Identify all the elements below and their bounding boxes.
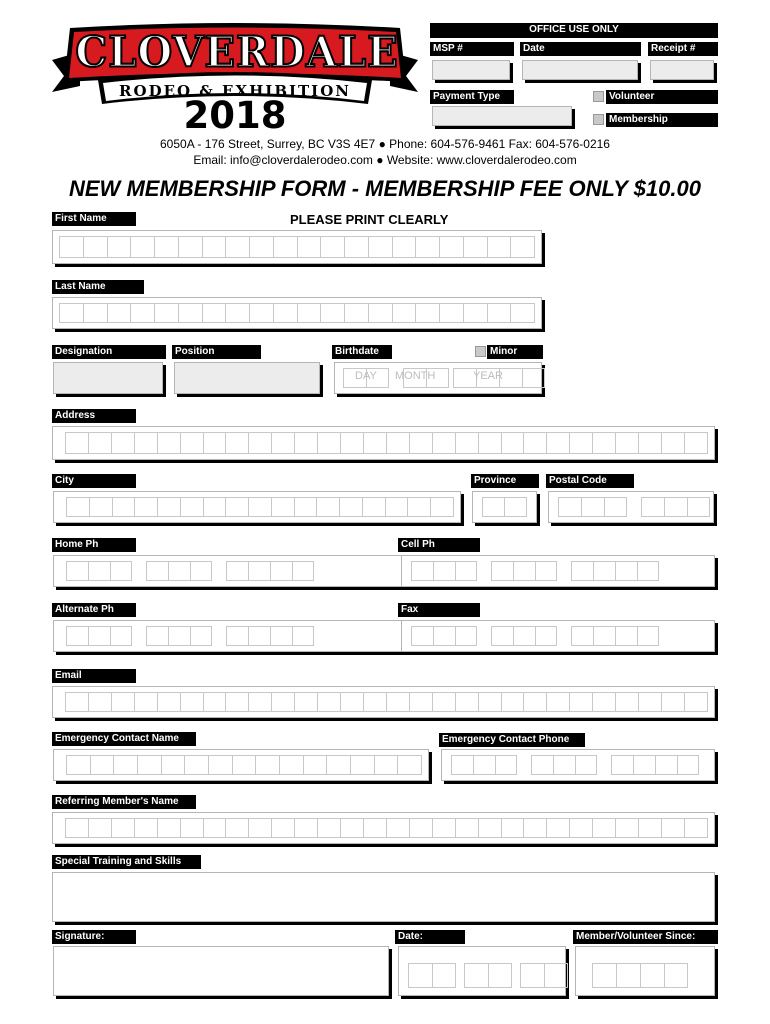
- char-box: [487, 303, 511, 323]
- payment-type-label: Payment Type: [430, 90, 514, 104]
- char-box: [523, 692, 546, 712]
- char-box: [178, 236, 202, 258]
- char-box: [112, 497, 135, 517]
- char-box: [510, 236, 535, 258]
- char-box: [546, 432, 569, 454]
- char-box: [482, 497, 504, 517]
- char-box: [248, 497, 271, 517]
- char-box: [439, 236, 463, 258]
- char-box: [203, 818, 226, 838]
- char-box: [225, 303, 249, 323]
- char-box: [575, 755, 597, 775]
- char-box: [83, 236, 107, 258]
- char-box: [225, 692, 248, 712]
- char-box: [89, 497, 112, 517]
- char-box: [178, 303, 202, 323]
- month-placeholder: MONTH: [395, 370, 436, 382]
- char-box: [392, 303, 416, 323]
- char-box: [303, 755, 327, 775]
- char-box: [225, 818, 248, 838]
- char-box: [339, 497, 362, 517]
- char-box: [487, 236, 511, 258]
- char-box: [661, 818, 684, 838]
- position-label: Position: [172, 345, 261, 359]
- char-box: [190, 561, 212, 581]
- volunteer-checkbox[interactable]: [593, 91, 604, 102]
- char-box: [248, 561, 270, 581]
- char-box: [510, 303, 535, 323]
- msp-input[interactable]: [432, 60, 510, 80]
- char-box: [344, 236, 368, 258]
- fax-label: Fax: [398, 603, 480, 617]
- address-input[interactable]: [52, 426, 715, 460]
- char-box: [397, 755, 422, 775]
- char-box: [546, 692, 569, 712]
- char-box: [320, 236, 344, 258]
- char-box: [157, 432, 180, 454]
- char-box: [111, 432, 134, 454]
- char-box: [463, 236, 487, 258]
- char-box: [130, 236, 154, 258]
- char-box: [593, 561, 615, 581]
- char-box: [411, 626, 433, 646]
- year-placeholder: YEAR: [473, 370, 503, 382]
- char-box: [430, 497, 454, 517]
- char-box: [297, 303, 321, 323]
- char-box: [320, 303, 344, 323]
- char-box: [66, 561, 88, 581]
- char-box: [569, 692, 592, 712]
- char-box: [409, 692, 432, 712]
- char-box: [386, 692, 409, 712]
- date-office-input[interactable]: [522, 60, 638, 80]
- email-label: Email: [52, 669, 136, 683]
- char-box: [455, 626, 477, 646]
- char-box: [478, 432, 501, 454]
- char-box: [569, 432, 592, 454]
- char-box: [415, 236, 439, 258]
- char-box: [501, 692, 524, 712]
- emergency-phone-label: Emergency Contact Phone: [439, 733, 585, 747]
- char-box: [531, 755, 553, 775]
- volunteer-label: Volunteer: [606, 90, 718, 104]
- alternate-phone-input[interactable]: [53, 620, 425, 652]
- char-box: [88, 432, 111, 454]
- city-input[interactable]: [53, 491, 461, 523]
- char-box: [415, 303, 439, 323]
- char-box: [226, 626, 248, 646]
- char-box: [535, 561, 557, 581]
- designation-input[interactable]: [53, 362, 163, 394]
- char-box: [225, 497, 248, 517]
- char-box: [279, 755, 303, 775]
- date-input[interactable]: [398, 946, 566, 996]
- logo-subtitle: RODEO & EXHIBITION: [119, 82, 351, 100]
- char-box: [107, 303, 131, 323]
- birthdate-label: Birthdate: [332, 345, 392, 359]
- char-box: [661, 692, 684, 712]
- char-box: [455, 561, 477, 581]
- char-box: [88, 818, 111, 838]
- char-box: [146, 626, 168, 646]
- char-box: [180, 818, 203, 838]
- char-box: [491, 561, 513, 581]
- char-box: [615, 432, 638, 454]
- first-name-label: First Name: [52, 212, 136, 226]
- char-box: [684, 818, 708, 838]
- address-label: Address: [52, 409, 136, 423]
- form-title: NEW MEMBERSHIP FORM - MEMBERSHIP FEE ONLY $10.00: [69, 176, 701, 201]
- char-box: [439, 303, 463, 323]
- char-box: [225, 236, 249, 258]
- char-box: [368, 236, 392, 258]
- char-box: [374, 755, 398, 775]
- char-box: [292, 626, 314, 646]
- char-box: [409, 818, 432, 838]
- char-box: [592, 692, 615, 712]
- cell-phone-label: Cell Ph: [398, 538, 480, 552]
- char-box: [107, 236, 131, 258]
- char-box: [271, 497, 294, 517]
- designation-label: Designation: [52, 345, 166, 359]
- minor-label: Minor: [487, 345, 543, 359]
- char-box: [294, 692, 317, 712]
- char-box: [433, 561, 455, 581]
- char-box: [157, 818, 180, 838]
- char-box: [168, 561, 190, 581]
- char-box: [611, 755, 633, 775]
- char-box: [270, 561, 292, 581]
- char-box: [455, 432, 478, 454]
- char-box: [134, 497, 157, 517]
- char-box: [249, 236, 273, 258]
- char-box: [455, 818, 478, 838]
- char-box: [411, 561, 433, 581]
- contact-email-line: Email: info@cloverdalerodeo.com ● Website: www.cloverdalerodeo.com: [193, 153, 577, 167]
- char-box: [65, 818, 88, 838]
- char-box: [66, 497, 89, 517]
- char-box: [146, 561, 168, 581]
- char-box: [317, 818, 340, 838]
- payment-type-input[interactable]: [432, 106, 572, 126]
- char-box: [157, 692, 180, 712]
- receipt-input[interactable]: [650, 60, 714, 80]
- char-box: [203, 692, 226, 712]
- postal-code-input[interactable]: [548, 491, 714, 523]
- logo-wordmark: CLOVERDALE: [75, 27, 399, 78]
- char-box: [113, 755, 137, 775]
- char-box: [386, 432, 409, 454]
- char-box: [638, 432, 661, 454]
- char-box: [362, 497, 385, 517]
- char-box: [271, 818, 294, 838]
- char-box: [571, 561, 593, 581]
- char-box: [88, 626, 110, 646]
- char-box: [208, 755, 232, 775]
- char-box: [455, 692, 478, 712]
- char-box: [154, 303, 178, 323]
- char-box: [273, 303, 297, 323]
- char-box: [432, 432, 455, 454]
- char-box: [134, 432, 157, 454]
- char-box: [478, 692, 501, 712]
- char-box: [569, 818, 592, 838]
- day-placeholder: DAY: [355, 370, 377, 382]
- char-box: [294, 497, 317, 517]
- char-box: [495, 755, 517, 775]
- member-since-label: Member/Volunteer Since:: [573, 930, 718, 944]
- char-box: [501, 432, 524, 454]
- char-box: [65, 432, 88, 454]
- char-box: [294, 432, 317, 454]
- char-box: [326, 755, 350, 775]
- char-box: [110, 561, 132, 581]
- char-box: [501, 818, 524, 838]
- receipt-label: Receipt #: [648, 42, 718, 56]
- char-box: [248, 692, 271, 712]
- position-input[interactable]: [174, 362, 320, 394]
- char-box: [111, 818, 134, 838]
- char-box: [491, 626, 513, 646]
- char-box: [66, 755, 90, 775]
- city-label: City: [52, 474, 136, 488]
- cell-phone-input[interactable]: [401, 555, 715, 587]
- postal-code-label: Postal Code: [546, 474, 634, 488]
- char-box: [463, 303, 487, 323]
- char-box: [90, 755, 114, 775]
- msp-label: MSP #: [430, 42, 514, 56]
- char-box: [473, 755, 495, 775]
- char-box: [638, 692, 661, 712]
- char-box: [270, 626, 292, 646]
- char-box: [66, 626, 88, 646]
- char-box: [317, 432, 340, 454]
- char-box: [363, 692, 386, 712]
- char-box: [407, 497, 430, 517]
- char-box: [363, 432, 386, 454]
- char-box: [615, 626, 637, 646]
- date-office-label: Date: [520, 42, 641, 56]
- char-box: [232, 755, 256, 775]
- fax-input[interactable]: [401, 620, 715, 652]
- char-box: [297, 236, 321, 258]
- char-box: [478, 818, 501, 838]
- first-name-input[interactable]: [52, 230, 542, 264]
- char-box: [677, 755, 699, 775]
- signature-input[interactable]: [53, 946, 389, 996]
- char-box: [294, 818, 317, 838]
- char-box: [180, 692, 203, 712]
- char-box: [180, 432, 203, 454]
- emergency-phone-input[interactable]: [441, 749, 715, 781]
- char-box: [553, 755, 575, 775]
- char-box: [180, 497, 203, 517]
- membership-checkbox[interactable]: [593, 114, 604, 125]
- office-use-header: OFFICE USE ONLY: [430, 23, 718, 38]
- char-box: [110, 626, 132, 646]
- char-box: [386, 818, 409, 838]
- char-box: [248, 626, 270, 646]
- char-box: [271, 432, 294, 454]
- char-box: [271, 692, 294, 712]
- char-box: [168, 626, 190, 646]
- char-box: [513, 561, 535, 581]
- char-box: [134, 818, 157, 838]
- member-since-input[interactable]: [575, 946, 715, 996]
- char-box: [226, 561, 248, 581]
- char-box: [409, 432, 432, 454]
- char-box: [432, 692, 455, 712]
- email-input[interactable]: [52, 686, 715, 718]
- char-box: [432, 818, 455, 838]
- char-box: [593, 626, 615, 646]
- special-training-input[interactable]: [52, 872, 715, 922]
- char-box: [130, 303, 154, 323]
- date-label: Date:: [395, 930, 465, 944]
- char-box: [161, 755, 185, 775]
- char-box: [134, 692, 157, 712]
- char-box: [344, 303, 368, 323]
- char-box: [615, 818, 638, 838]
- print-clearly-note: PLEASE PRINT CLEARLY: [290, 212, 449, 227]
- char-box: [513, 626, 535, 646]
- char-box: [249, 303, 273, 323]
- char-box: [433, 626, 455, 646]
- char-box: [363, 818, 386, 838]
- logo-year: 2018: [183, 94, 287, 137]
- char-box: [88, 561, 110, 581]
- char-box: [65, 692, 88, 712]
- char-box: [504, 497, 527, 517]
- char-box: [451, 755, 473, 775]
- char-box: [157, 497, 180, 517]
- char-box: [203, 432, 226, 454]
- last-name-input[interactable]: [52, 297, 542, 329]
- char-box: [638, 818, 661, 838]
- char-box: [255, 755, 279, 775]
- char-box: [615, 561, 637, 581]
- char-box: [592, 432, 615, 454]
- char-box: [546, 818, 569, 838]
- cloverdale-logo: [50, 22, 420, 137]
- char-box: [633, 755, 655, 775]
- char-box: [292, 561, 314, 581]
- membership-label: Membership: [606, 113, 718, 127]
- home-phone-input[interactable]: [53, 555, 425, 587]
- char-box: [385, 497, 408, 517]
- char-box: [59, 303, 83, 323]
- emergency-name-input[interactable]: [53, 749, 429, 781]
- char-box: [655, 755, 677, 775]
- char-box: [203, 497, 226, 517]
- char-box: [202, 303, 226, 323]
- char-box: [317, 692, 340, 712]
- minor-checkbox[interactable]: [475, 346, 486, 357]
- referring-member-label: Referring Member's Name: [52, 795, 196, 809]
- char-box: [273, 236, 297, 258]
- referring-member-input[interactable]: [52, 812, 715, 844]
- char-box: [592, 818, 615, 838]
- char-box: [248, 818, 271, 838]
- char-box: [661, 432, 684, 454]
- char-box: [248, 432, 271, 454]
- province-label: Province: [471, 474, 539, 488]
- signature-label: Signature:: [52, 930, 136, 944]
- char-box: [615, 692, 638, 712]
- char-box: [340, 692, 363, 712]
- char-box: [684, 432, 708, 454]
- birthdate-input[interactable]: [334, 362, 542, 394]
- char-box: [350, 755, 374, 775]
- char-box: [340, 818, 363, 838]
- char-box: [535, 626, 557, 646]
- char-box: [59, 236, 83, 258]
- char-box: [340, 432, 363, 454]
- alternate-phone-label: Alternate Ph: [52, 603, 136, 617]
- char-box: [88, 692, 111, 712]
- char-box: [392, 236, 416, 258]
- home-phone-label: Home Ph: [52, 538, 136, 552]
- emergency-name-label: Emergency Contact Name: [52, 732, 196, 746]
- char-box: [523, 818, 546, 838]
- char-box: [111, 692, 134, 712]
- contact-address-line: 6050A - 176 Street, Surrey, BC V3S 4E7 ● Phone: 604-576-9461 Fax: 604-576-0216: [160, 137, 610, 151]
- char-box: [368, 303, 392, 323]
- char-box: [137, 755, 161, 775]
- char-box: [184, 755, 208, 775]
- char-box: [523, 432, 546, 454]
- char-box: [684, 692, 708, 712]
- province-input[interactable]: [472, 491, 537, 523]
- char-box: [637, 561, 659, 581]
- char-box: [202, 236, 226, 258]
- char-box: [316, 497, 339, 517]
- char-box: [571, 626, 593, 646]
- last-name-label: Last Name: [52, 280, 144, 294]
- special-training-label: Special Training and Skills: [52, 855, 201, 869]
- char-box: [154, 236, 178, 258]
- char-box: [637, 626, 659, 646]
- char-box: [225, 432, 248, 454]
- char-box: [83, 303, 107, 323]
- char-box: [190, 626, 212, 646]
